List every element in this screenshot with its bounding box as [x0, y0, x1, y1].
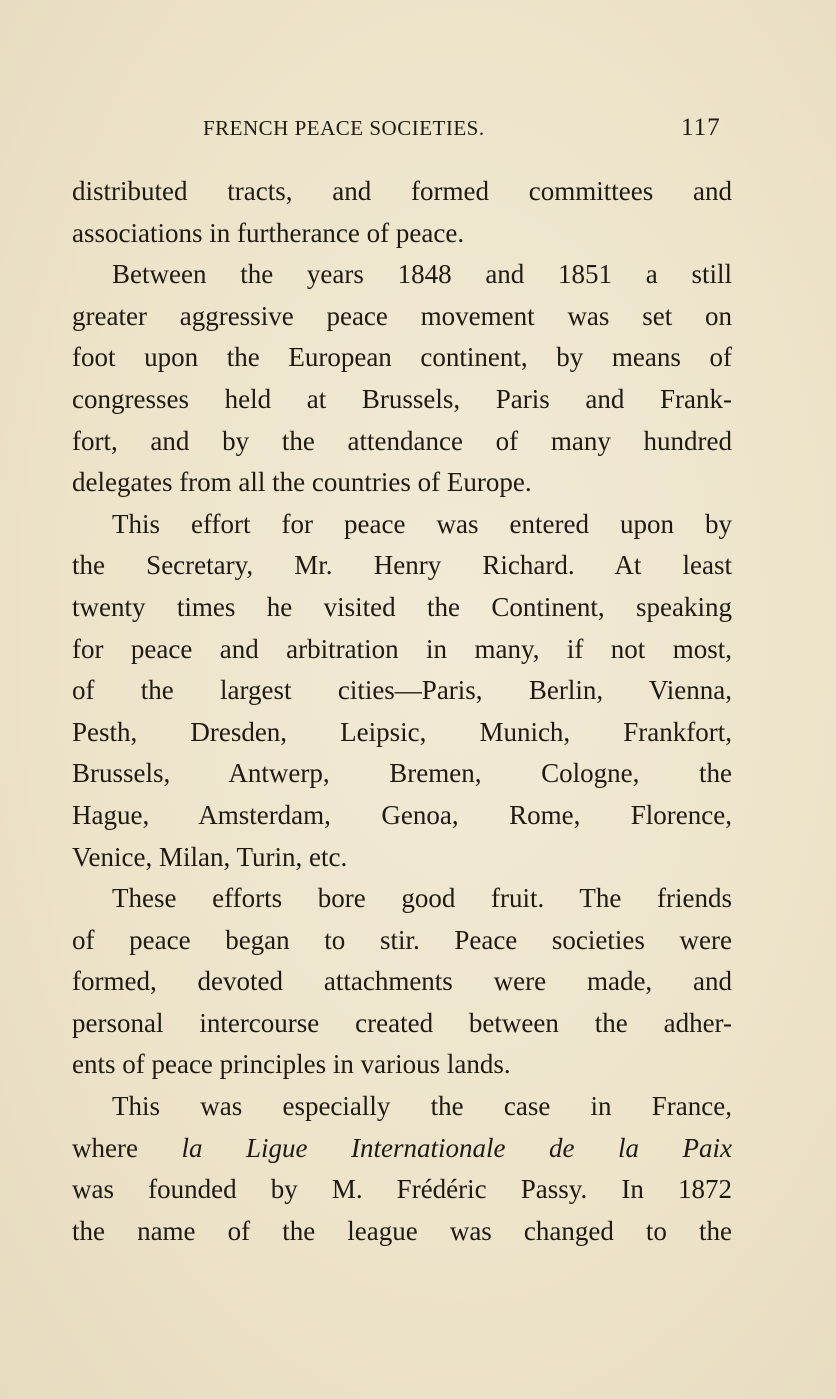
text-line: of peace began to stir. Peace societies were	[72, 924, 732, 955]
text-line: for peace and arbitration in many, if not most,	[72, 633, 732, 664]
text-line: fort, and by the attendance of many hundred	[72, 425, 732, 456]
text-line: associations in furtherance of peace.	[72, 217, 465, 248]
text-fragment: where	[72, 1132, 138, 1163]
text-line: of the largest cities—Paris, Berlin, Vienna,	[72, 675, 732, 706]
text-line: the Secretary, Mr. Henry Richard. At least	[72, 550, 732, 581]
text-line: This was especially the case in France,	[112, 1091, 732, 1122]
text-line: Hague, Amsterdam, Genoa, Rome, Florence,	[72, 799, 732, 830]
running-head-title: FRENCH PEACE SOCIETIES.	[203, 116, 485, 140]
text-line: congresses held at Brussels, Paris and Frank-	[72, 383, 732, 414]
body-text	[72, 171, 732, 1252]
text-line: was founded by M. Frédéric Passy. In 1872	[72, 1174, 732, 1205]
text-line: Venice, Milan, Turin, etc.	[72, 841, 348, 872]
text-line: formed, devoted attachments were made, and	[72, 966, 732, 997]
text-line: foot upon the European continent, by means of	[72, 342, 732, 373]
page-number: 117	[681, 114, 721, 141]
text-line: Pesth, Dresden, Leipsic, Munich, Frankfort,	[72, 716, 732, 747]
text-line: These efforts bore good fruit. The friends	[112, 883, 732, 914]
league-name-italic: la Ligue Internationale de la Paix	[181, 1132, 732, 1163]
text-line-italic-title	[72, 1128, 732, 1170]
text-line: greater aggressive peace movement was set on	[72, 300, 732, 331]
text-line: Between the years 1848 and 1851 a still	[112, 259, 732, 290]
text-line: Brussels, Antwerp, Bremen, Cologne, the	[72, 758, 732, 789]
running-head	[0, 112, 836, 144]
text-line: twenty times he visited the Continent, speaking	[72, 591, 732, 622]
text-line: the name of the league was changed to the	[72, 1215, 732, 1246]
text-line: delegates from all the countries of Europe.	[72, 467, 532, 498]
text-line: distributed tracts, and formed committees and	[72, 176, 732, 206]
text-line: ents of peace principles in various lands.	[72, 1049, 511, 1080]
text-line: personal intercourse created between the adher-	[72, 1007, 732, 1038]
text-line: This effort for peace was entered upon by	[112, 508, 732, 539]
